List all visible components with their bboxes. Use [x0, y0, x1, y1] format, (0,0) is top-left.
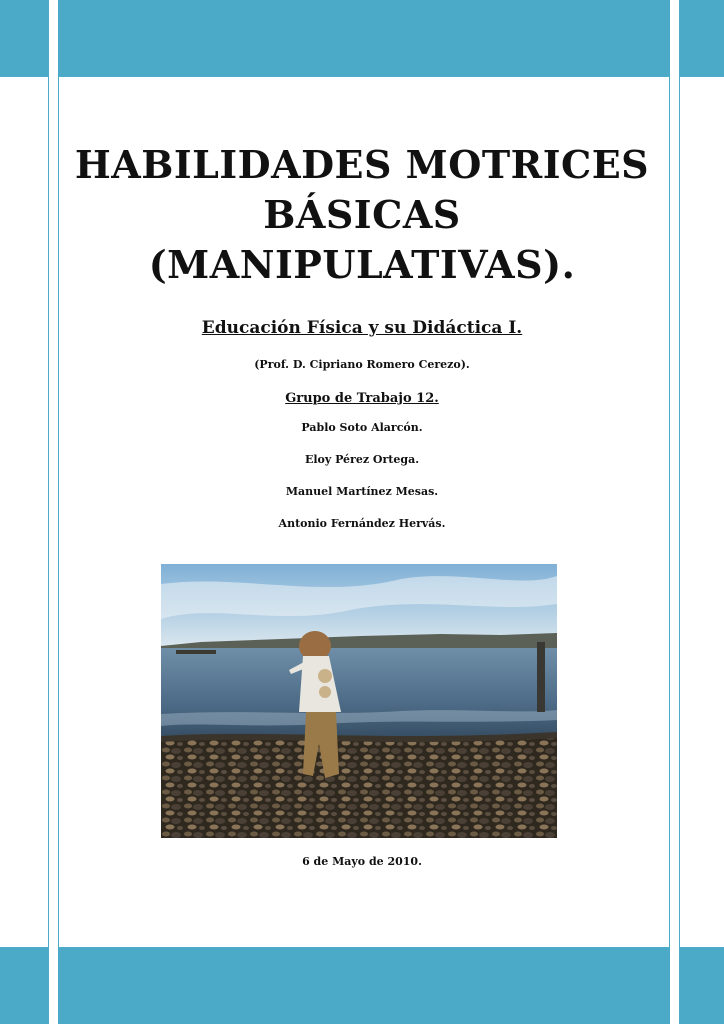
- frame-rule: [679, 0, 680, 1024]
- frame-rule: [58, 0, 59, 1024]
- title-line: BÁSICAS: [263, 192, 461, 237]
- member-name: Antonio Fernández Hervás.: [278, 517, 446, 530]
- frame-band-top-left: [0, 0, 48, 77]
- frame-rule: [669, 0, 670, 1024]
- member-name: Eloy Pérez Ortega.: [304, 453, 420, 466]
- cover-content: [70, 140, 654, 546]
- frame-band-bottom: [59, 947, 669, 1024]
- document-title: [70, 140, 654, 290]
- title-line: (MANIPULATIVAS).: [148, 242, 576, 287]
- subject-heading: Educación Física y su Didáctica I.: [201, 318, 523, 338]
- frame-rule: [48, 0, 49, 1024]
- cover-photo: [161, 564, 557, 838]
- frame-band-top: [59, 0, 669, 77]
- member-name: Pablo Soto Alarcón.: [301, 421, 423, 434]
- professor-line: (Prof. D. Cipriano Romero Cerezo).: [254, 358, 470, 371]
- member-name: Manuel Martínez Mesas.: [285, 485, 439, 498]
- document-date: 6 de Mayo de 2010.: [302, 855, 422, 868]
- frame-band-top-right: [680, 0, 724, 77]
- group-heading: Grupo de Trabajo 12.: [285, 391, 439, 406]
- title-line: HABILIDADES MOTRICES: [74, 142, 650, 187]
- frame-band-bottom-right: [680, 947, 724, 1024]
- member-list: [70, 418, 654, 546]
- frame-band-bottom-left: [0, 947, 48, 1024]
